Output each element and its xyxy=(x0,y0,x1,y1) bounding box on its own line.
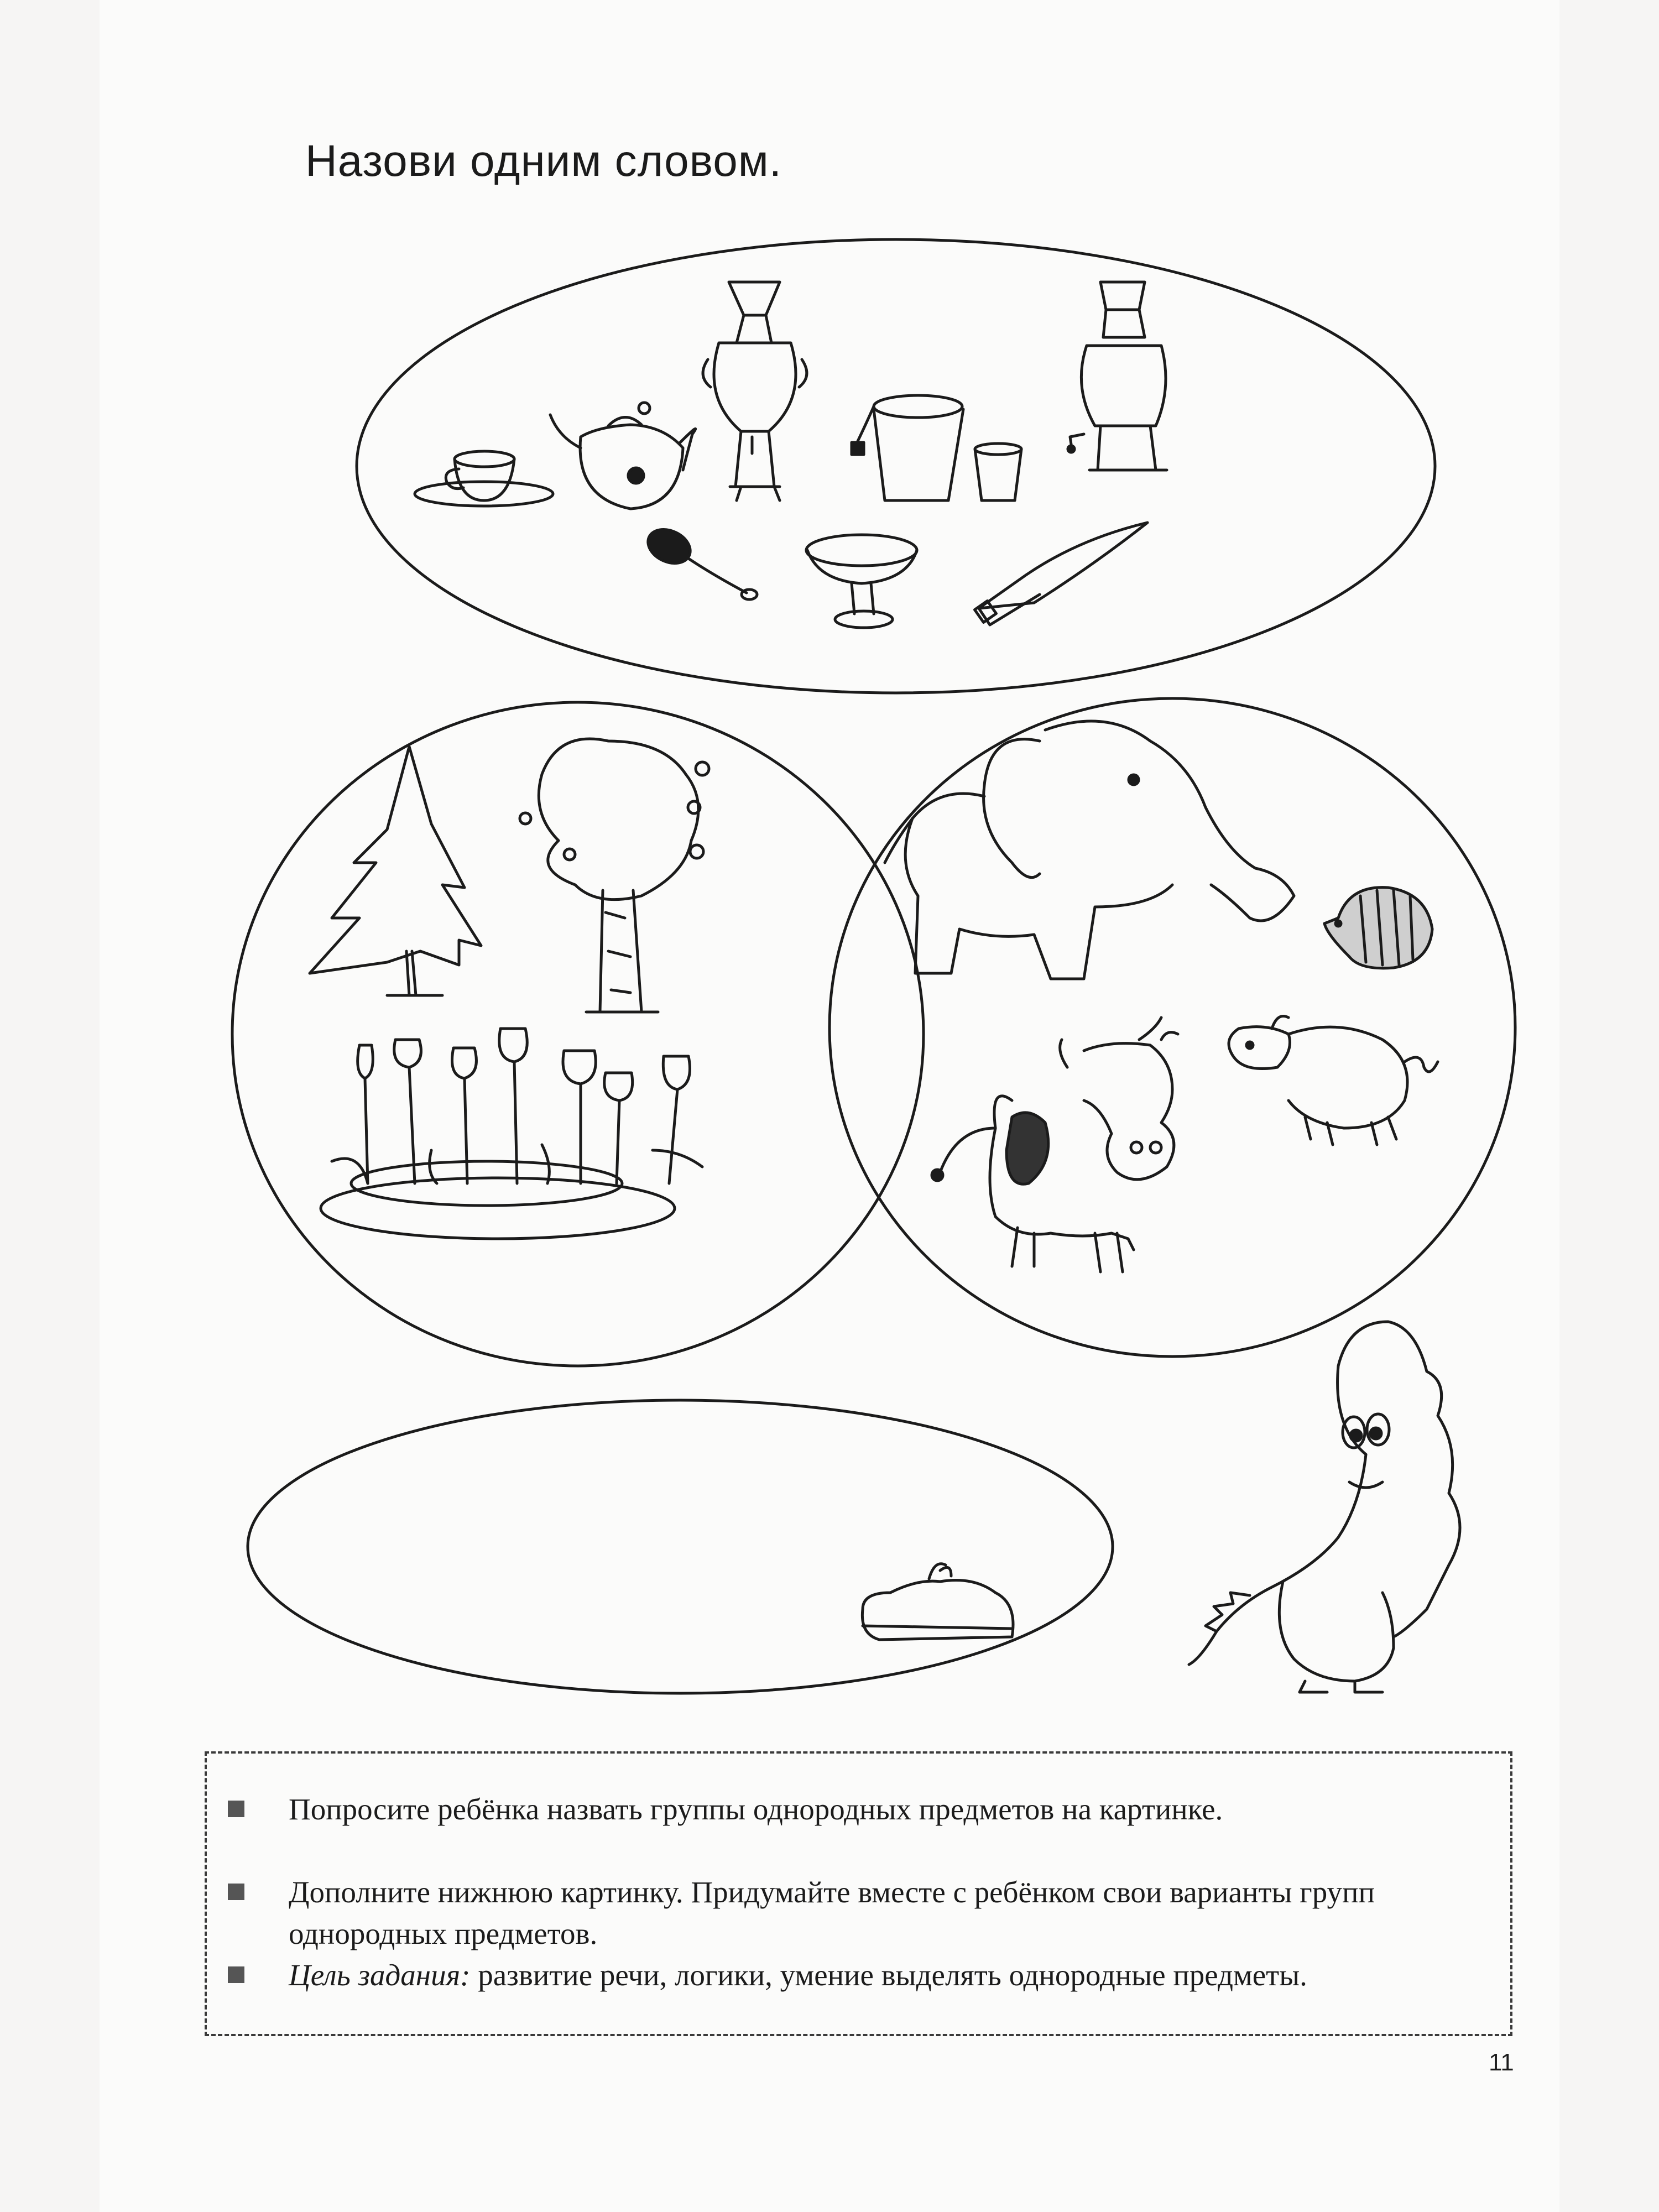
bullet-icon xyxy=(228,1884,244,1900)
page-number: 11 xyxy=(1489,2049,1514,2076)
bowl-icon xyxy=(806,535,917,628)
shoe-icon xyxy=(862,1564,1013,1640)
empty-group-frame xyxy=(248,1400,1113,1693)
plants-group-frame xyxy=(232,702,924,1366)
knife-icon xyxy=(975,523,1147,625)
goal-text: развитие речи, логики, умение выделять однородные предметы. xyxy=(470,1958,1307,1992)
tulip-icon xyxy=(321,1029,702,1239)
spoon-icon xyxy=(643,523,757,599)
instructions-box xyxy=(205,1751,1512,2036)
samovar-icon xyxy=(703,282,807,500)
elephant-icon xyxy=(885,721,1294,979)
samovar-icon xyxy=(1068,282,1167,470)
bullet-icon xyxy=(228,1966,244,1983)
instruction-item: Попросите ребёнка назвать группы однородных предметов на картинке. xyxy=(289,1792,1223,1826)
hedgehog-icon xyxy=(1324,888,1432,968)
fir-tree-icon xyxy=(310,747,481,995)
dinosaur-icon xyxy=(1189,1322,1460,1692)
bullet-icon xyxy=(228,1801,244,1817)
teapot-icon xyxy=(550,403,696,509)
birch-tree-icon xyxy=(520,739,709,1012)
glass-icon xyxy=(975,444,1021,500)
cow-icon xyxy=(932,1018,1178,1272)
dishes-group-frame xyxy=(357,239,1435,693)
goal-label: Цель задания: xyxy=(289,1958,471,1992)
pig-icon xyxy=(1229,1016,1438,1145)
instruction-item xyxy=(289,1954,1472,1996)
page-title: Назови одним словом. xyxy=(305,136,782,185)
animals-group-frame xyxy=(830,698,1515,1357)
bucket-icon xyxy=(852,395,963,500)
instruction-item: Дополните нижнюю картинку. Придумайте вместе с ребёнком свои варианты групп однородных предметов. xyxy=(289,1875,1375,1950)
cup-icon xyxy=(415,451,553,506)
